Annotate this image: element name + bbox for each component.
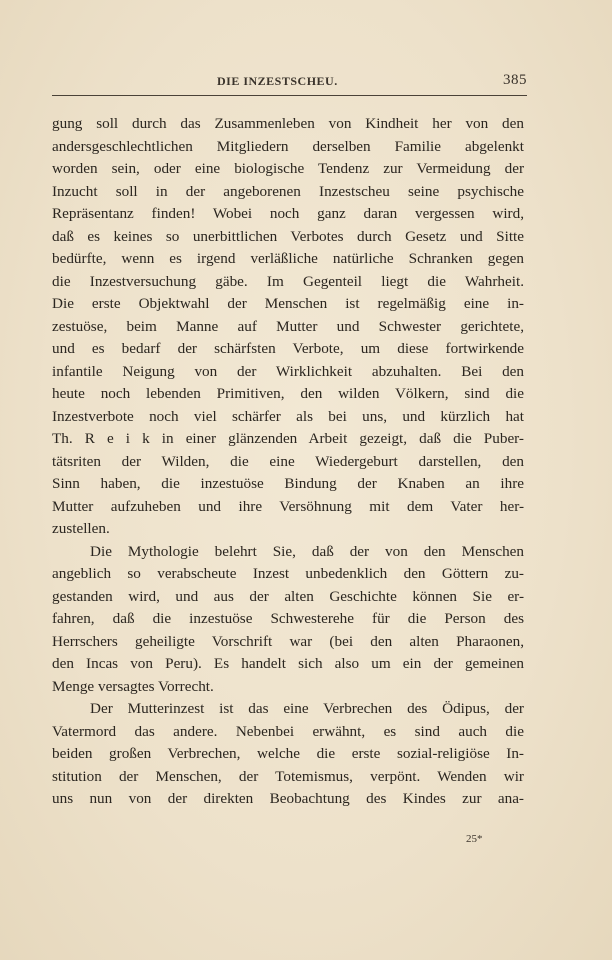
text-line: und es bedarf der schärfsten Verbote, um diese fortwirkende xyxy=(52,340,524,357)
signature-mark: 25* xyxy=(466,833,483,845)
text-line: Mutter aufzuheben und ihre Versöhnung mit dem Vater her- xyxy=(52,497,524,515)
text-line: Sinn haben, die inzestuöse Bindung der Knaben an ihre xyxy=(52,475,524,492)
text-line: heute noch lebenden Primitiven, den wilden Völkern, sind die xyxy=(52,385,524,402)
text-line: fahren, daß die inzestuöse Schwesterehe für die Person des xyxy=(52,610,524,627)
text-line: worden sein, oder eine biologische Tendenz zur Vermeidung der xyxy=(52,160,524,177)
text-line: Der Mutterinzest ist das eine Verbrechen des Ödipus, der xyxy=(90,700,524,717)
body-text xyxy=(52,113,524,811)
running-header xyxy=(52,72,527,92)
running-title: DIE INZESTSCHEU. xyxy=(217,74,338,88)
text-line: Die Mythologie belehrt Sie, daß der von den Menschen xyxy=(90,542,524,560)
header-rule xyxy=(52,95,527,96)
text-line: Inzucht soll in der angeborenen Inzestscheu seine psychische xyxy=(52,182,524,200)
text-line: daß es keines so unerbittlichen Verbotes durch Gesetz und Sitte xyxy=(52,227,524,245)
text-line: Th. R e i k in einer glänzenden Arbeit gezeigt, daß die Puber- xyxy=(52,430,524,447)
text-line: den Incas von Peru). Es handelt sich also um ein der gemeinen xyxy=(52,655,524,672)
text-line: beiden großen Verbrechen, welche die erste sozial-religiöse In- xyxy=(52,745,524,762)
text-line: Vatermord das andere. Nebenbei erwähnt, es sind auch die xyxy=(52,722,524,740)
page-number: 385 xyxy=(503,72,527,88)
text-line: die Inzestversuchung gäbe. Im Gegenteil liegt die Wahrheit. xyxy=(52,272,524,290)
text-line: Herrschers geheiligte Vorschrift war (bei den alten Pharaonen, xyxy=(52,632,524,650)
text-line: Menge versagtes Vorrecht. xyxy=(52,677,214,695)
text-line: gung soll durch das Zusammenleben von Kindheit her von den xyxy=(52,115,524,132)
text-line: Die erste Objektwahl der Menschen ist regelmäßig eine in- xyxy=(52,295,524,312)
text-line: bedürfte, wenn es irgend verläßliche natürliche Schranken gegen xyxy=(52,250,524,267)
text-line: andersgeschlechtlichen Mitgliedern derselben Familie abgelenkt xyxy=(52,137,524,155)
text-line: angeblich so verabscheute Inzest unbedenklich den Göttern zu- xyxy=(52,565,524,582)
text-line: zestuöse, beim Manne auf Mutter und Schwester gerichtete, xyxy=(52,317,524,335)
text-line: stitution der Menschen, der Totemismus, verpönt. Wenden wir xyxy=(52,767,524,785)
text-line: infantile Neigung von der Wirklichkeit abzuhalten. Bei den xyxy=(52,362,524,380)
text-line: uns nun von der direkten Beobachtung des Kindes zur ana- xyxy=(52,790,524,807)
text-line: Inzestverbote noch viel schärfer als bei uns, und kürzlich hat xyxy=(52,407,524,425)
text-line: tätsriten der Wilden, die eine Wiedergeburt darstellen, den xyxy=(52,452,524,470)
text-line: Repräsentanz finden! Wobei noch ganz daran vergessen wird, xyxy=(52,205,524,222)
text-line: zustellen. xyxy=(52,520,110,537)
text-line: gestanden wird, und aus der alten Geschichte können Sie er- xyxy=(52,587,524,605)
